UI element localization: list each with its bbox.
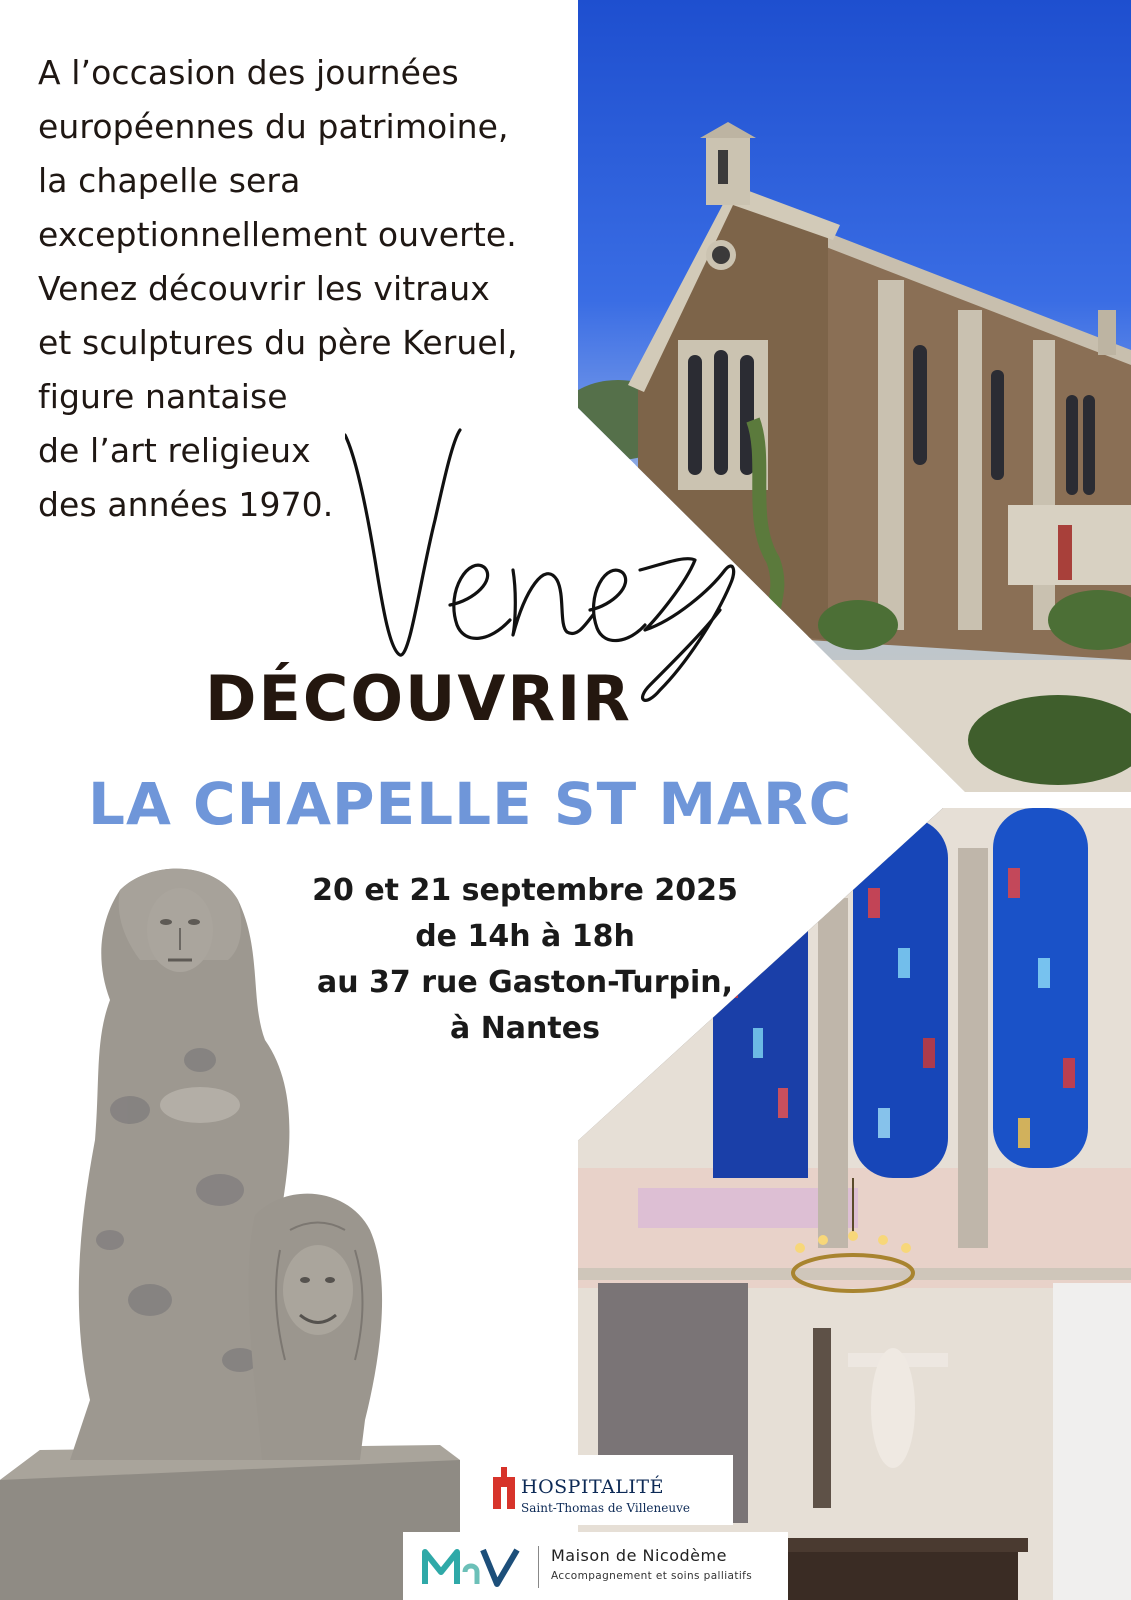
intro-line: de l’art religieux — [38, 431, 311, 470]
event-dates: 20 et 21 septembre 2025 — [312, 873, 738, 908]
intro-line: des années 1970. — [38, 485, 334, 524]
event-city: à Nantes — [450, 1011, 600, 1046]
event-hours: de 14h à 18h — [415, 919, 635, 954]
hospitalite-logo — [483, 1455, 733, 1525]
nicodeme-logo-mark-icon — [421, 1546, 531, 1588]
intro-line: Venez découvrir les vitraux — [38, 269, 490, 308]
intro-line: la chapelle sera — [38, 161, 301, 200]
intro-line: exceptionnellement ouverte. — [38, 215, 517, 254]
headline-chapel-name: LA CHAPELLE ST MARC — [88, 770, 853, 838]
nicodeme-separator — [538, 1546, 539, 1588]
intro-line: et sculptures du père Keruel, — [38, 323, 518, 362]
headline-decouvrir: DÉCOUVRIR — [205, 662, 632, 735]
event-details — [290, 868, 760, 1052]
nicodeme-subtitle: Accompagnement et soins palliatifs — [551, 1570, 753, 1582]
hospitalite-name: HOSPITALITÉ — [521, 1476, 664, 1498]
intro-line: A l’occasion des journées — [38, 53, 459, 92]
intro-line: figure nantaise — [38, 377, 288, 416]
hospitalite-logo-mark-icon — [491, 1465, 517, 1509]
nicodeme-logo — [403, 1532, 788, 1600]
event-address: au 37 rue Gaston-Turpin, — [316, 965, 734, 1000]
nicodeme-name: Maison de Nicodème — [551, 1546, 727, 1565]
intro-line: européennes du patrimoine, — [38, 107, 509, 146]
hospitalite-subtitle: Saint-Thomas de Villeneuve — [521, 1501, 690, 1515]
